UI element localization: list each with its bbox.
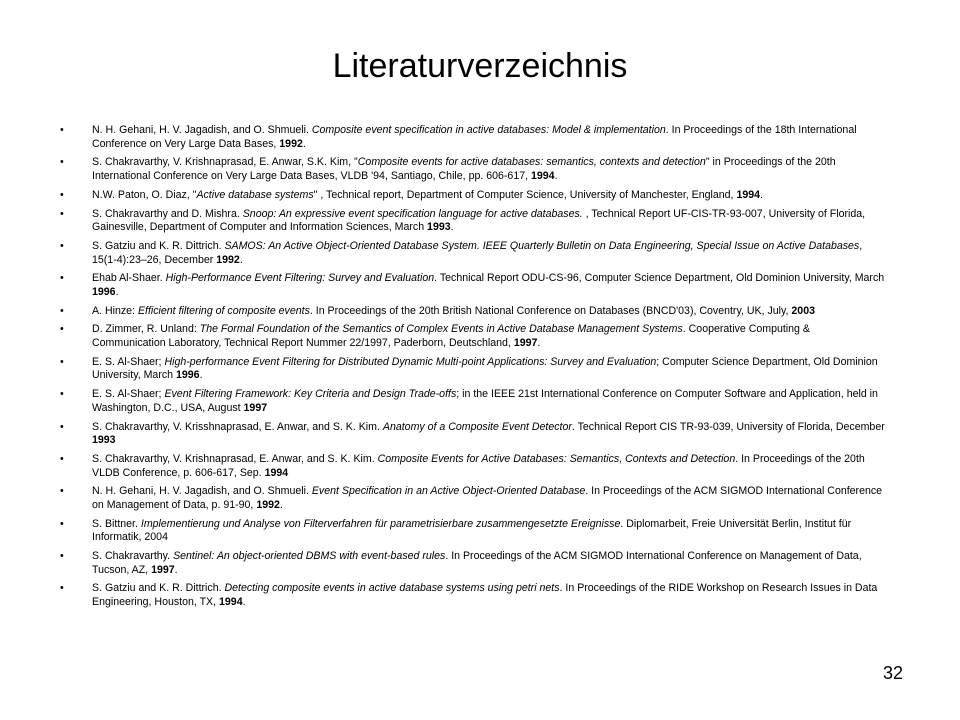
- ref-year: 1993: [92, 434, 116, 447]
- ref-end: .: [450, 221, 454, 234]
- ref-authors: N.W. Paton, O. Diaz, ": [92, 188, 197, 201]
- ref-authors: S. Chakravarthy, V. Krisshnaprasad, E. Anwar, and S. K. Kim.: [92, 420, 383, 433]
- ref-title: Composite events for active databases: semantics, contexts and detection: [357, 156, 706, 169]
- ref-details: " in Proceedings of the 20th International Conference on Very Large Data Bases, VLDB '94, Santiago, Chile, pp. 606-617,: [92, 156, 836, 182]
- ref-title: Snoop: An expressive event specification language for active databases.: [242, 207, 583, 220]
- reference-list: [60, 124, 885, 615]
- ref-year: 1996: [92, 285, 116, 298]
- reference-item: [60, 208, 885, 235]
- ref-authors: S. Chakravarthy, V. Krishnaprasad, E. Anwar, and S. K. Kim.: [92, 452, 378, 465]
- ref-title: Composite Events for Active Databases: Semantics, Contexts and Detection: [377, 452, 736, 465]
- ref-title: High-Performance Event Filtering: Survey and Evaluation: [165, 272, 435, 285]
- reference-item: [60, 453, 885, 480]
- ref-year: 1996: [175, 369, 200, 382]
- ref-details: . Technical Report CIS TR-93-039, University of Florida, December: [571, 420, 885, 433]
- ref-title: SAMOS: An Active Object-Oriented Database System. IEEE Quarterly Bulletin on Data Engineering, Special Issue on Active Databases: [224, 239, 860, 252]
- reference-item: [60, 421, 885, 448]
- reference-item: [60, 550, 885, 577]
- ref-end: .: [302, 137, 306, 150]
- ref-details: . In Proceedings of the 20th VLDB Conference, p. 606-617, Sep.: [92, 452, 865, 479]
- reference-item: [60, 305, 885, 319]
- ref-authors: S. Gatziu and K. R. Dittrich.: [92, 239, 225, 252]
- ref-authors: A. Hinze:: [92, 304, 138, 317]
- reference-item: [60, 582, 885, 609]
- reference-item: [60, 388, 885, 415]
- ref-year: 1997: [243, 401, 268, 414]
- ref-details: . Technical Report ODU-CS-96, Computer Science Department, Old Dominion University, March: [434, 272, 885, 285]
- reference-item: [60, 156, 885, 183]
- ref-title: Implementierung und Analyse von Filterverfahren für parametrisierbare zusammengesetzte Ereignisse: [140, 517, 621, 530]
- ref-title: Event Filtering Framework: Key Criteria and Design Trade-offs: [164, 388, 457, 401]
- reference-item: [60, 485, 885, 512]
- ref-year: 1997: [513, 337, 538, 350]
- ref-authors: S. Chakravarthy.: [92, 550, 174, 563]
- ref-authors: N. H. Gehani, H. V. Jagadish, and O. Shmueli.: [92, 485, 312, 498]
- slide-title: Literaturverzeichnis: [332, 47, 628, 85]
- ref-end: .: [760, 188, 763, 201]
- ref-details: ; in the IEEE 21st International Conference on Computer Software and Application, held in Washington, D.C., USA, August: [92, 388, 878, 414]
- ref-details: . In Proceedings of the 18th International Conference on Very Large Data Bases,: [92, 124, 857, 150]
- ref-end: .: [554, 169, 558, 182]
- reference-item: [60, 272, 885, 299]
- ref-details: . In Proceedings of the ACM SIGMOD International Conference on Management of Data, p. 91-90,: [92, 485, 883, 511]
- ref-title: Detecting composite events in active database systems using petri nets: [224, 582, 560, 595]
- ref-title: Sentinel: An object-oriented DBMS with event-based rules: [173, 550, 446, 563]
- reference-item: [60, 356, 885, 383]
- ref-end: .: [242, 596, 246, 609]
- ref-end: .: [174, 563, 178, 576]
- ref-authors: E. S. Al-Shaer;: [92, 388, 165, 401]
- ref-year: 1992: [279, 137, 303, 150]
- ref-authors: S. Chakravarthy and D. Mishra.: [92, 207, 243, 220]
- ref-authors: Ehab Al-Shaer.: [92, 272, 166, 285]
- ref-authors: D. Zimmer, R. Unland:: [92, 323, 200, 336]
- ref-title: Anatomy of a Composite Event Detector: [382, 420, 572, 433]
- ref-year: 1997: [151, 563, 175, 576]
- ref-end: .: [279, 498, 283, 511]
- reference-item: [60, 124, 885, 151]
- ref-end: .: [199, 369, 203, 382]
- reference-item: [60, 323, 885, 350]
- ref-end: .: [537, 337, 541, 350]
- ref-year: 1992: [216, 253, 240, 266]
- ref-details: . Diplomarbeit, Freie Universität Berlin, Institut für Informatik, 2004: [92, 517, 852, 544]
- ref-title: High-performance Event Filtering for Distributed Dynamic Multi-point Applications: Survey and Evaluation: [164, 355, 657, 368]
- ref-title: Active database systems: [196, 188, 314, 201]
- ref-year: 1994: [531, 169, 555, 182]
- ref-authors: S. Chakravarthy, V. Krishnaprasad, E. Anwar, S.K. Kim, ": [92, 156, 358, 169]
- ref-details: " , Technical report, Department of Computer Science, University of Manchester, England,: [313, 188, 737, 201]
- ref-end: .: [115, 285, 119, 298]
- ref-details: . Cooperative Computing & Communication Laboratory, Technical Report Nummer 22/1997, Paderborn, Deutschland,: [92, 323, 810, 350]
- ref-authors: N. H. Gehani, H. V. Jagadish, and O. Shmueli.: [92, 124, 312, 136]
- reference-item: [60, 518, 885, 545]
- ref-details: . In Proceedings of the RIDE Workshop on Research Issues in Data Engineering, Houston, TX,: [92, 582, 878, 609]
- ref-title: Efficient filtering of composite events: [137, 304, 310, 317]
- ref-year: 2003: [791, 304, 815, 317]
- ref-year: 1994: [219, 596, 243, 609]
- ref-details: . In Proceedings of the 20th British National Conference on Databases (BNCD'03), Coventry, UK, July,: [309, 304, 792, 317]
- ref-details: , 15(1-4):23–26, December: [92, 239, 863, 266]
- ref-year: 1994: [736, 188, 761, 201]
- ref-year: 1992: [256, 498, 280, 511]
- reference-item: [60, 240, 885, 267]
- reference-item: [60, 189, 885, 203]
- ref-year: 1993: [427, 221, 451, 234]
- ref-details: ; Computer Science Department, Old Dominion University, March: [92, 355, 878, 382]
- ref-year: 1994: [264, 466, 289, 479]
- ref-title: The Formal Foundation of the Semantics of Complex Events in Active Database Management Systems: [199, 323, 683, 336]
- page-number: 32: [882, 663, 903, 683]
- ref-title: Composite event specification in active databases: Model & implementation: [311, 124, 666, 136]
- ref-title: Event Specification in an Active Object-Oriented Database: [311, 485, 586, 498]
- ref-authors: E. S. Al-Shaer;: [92, 355, 165, 368]
- ref-authors: S. Bittner.: [92, 517, 141, 530]
- ref-authors: S. Gatziu and K. R. Dittrich.: [92, 582, 225, 595]
- ref-details: . In Proceedings of the ACM SIGMOD International Conference on Management of Data, Tucson, AZ,: [92, 550, 862, 576]
- ref-end: .: [239, 253, 243, 266]
- ref-details: , Technical Report UF-CIS-TR-93-007, University of Florida, Gainesville, Department of Computer and Information Sciences, March: [92, 207, 866, 234]
